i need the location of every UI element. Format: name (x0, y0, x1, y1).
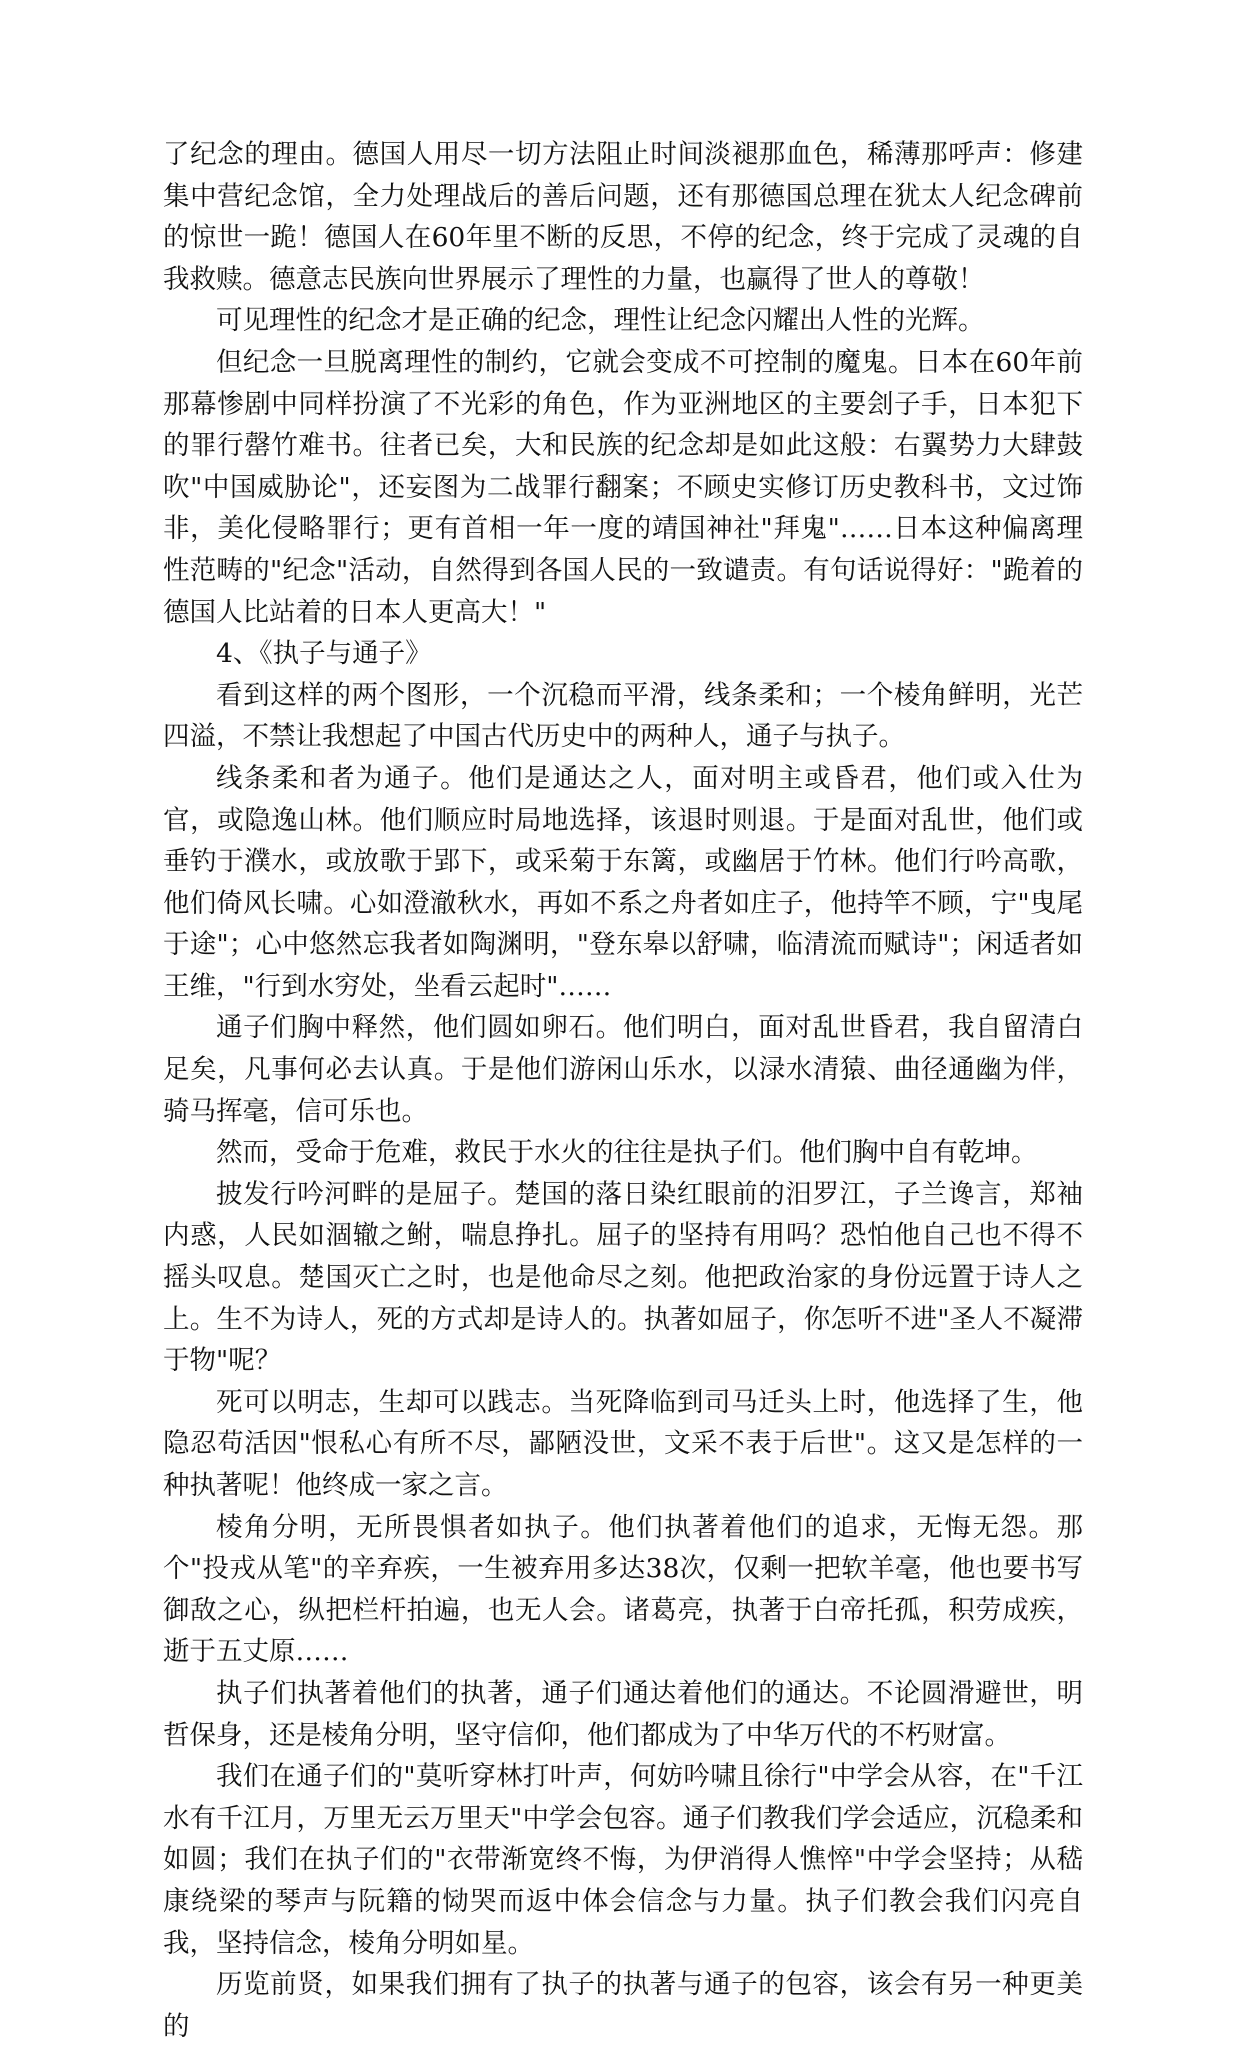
paragraph-tongzi-pebble: 通子们胸中释然，他们圆如卵石。他们明白，面对乱世昏君，我自留清白足矣，凡事何必去认真。于是他们游闲山乐水，以渌水清猿、曲径通幽为伴，骑马挥毫，信可乐也。 (163, 1012, 1083, 1127)
paragraph-germany-remembrance: 了纪念的理由。德国人用尽一切方法阻止时间淡褪那血色，稀薄那呼声：修建集中营纪念馆，全力处理战后的善后问题，还有那德国总理在犹太人纪念碑前的惊世一跪！德国人在60年里不断的反思，不停的纪念，终于完成了灵魂的自我救赎。德意志民族向世界展示了理性的力量，也赢得了世人的尊敬！ (163, 139, 1083, 295)
paragraph-conclusion: 历览前贤，如果我们拥有了执子的执著与通子的包容，该会有另一种更美的 (163, 1969, 1083, 2042)
paragraph-both-wealth: 执子们执著着他们的执著，通子们通达着他们的通达。不论圆滑避世，明哲保身，还是棱角分明，坚守信仰，他们都成为了中华万代的不朽财富。 (163, 1677, 1083, 1751)
paragraph-lessons: 我们在通子们的"莫听穿林打叶声，何妨吟啸且徐行"中学会从容，在"千江水有千江月，万里无云万里天"中学会包容。通子们教我们学会适应，沉稳柔和如圆；我们在执子们的"衣带渐宽终不悔，为伊消得人憔悴"中学会坚持；从嵇康绕梁的琴声与阮籍的恸哭而返中体会信念与力量。执子们教会我们闪亮自我，坚持信念，棱角分明如星。 (163, 1761, 1083, 1959)
document-page (163, 134, 1083, 2047)
paragraph-tongzi: 线条柔和者为通子。他们是通达之人，面对明主或昏君，他们或入仕为官，或隐逸山林。他们顺应时局地选择，该退时则退。于是面对乱世，他们或垂钓于濮水，或放歌于郢下，或采菊于东篱，或幽居于竹林。他们行吟高歌，他们倚风长啸。心如澄澈秋水，再如不系之舟者如庄子，他持竿不顾，宁"曳尾于途"；心中悠然忘我者如陶渊明，"登东皋以舒啸，临清流而赋诗"；闲适者如王维，"行到水穷处，坐看云起时"…… (163, 762, 1083, 1002)
paragraph-two-shapes: 看到这样的两个图形，一个沉稳而平滑，线条柔和；一个棱角鲜明，光芒四溢，不禁让我想起了中国古代历史中的两种人，通子与执子。 (163, 679, 1083, 753)
paragraph-quzi: 披发行吟河畔的是屈子。楚国的落日染红眼前的汨罗江，子兰谗言，郑袖内惑，人民如涸辙之鲋，喘息挣扎。屈子的坚持有用吗？恐怕他自己也不得不摇头叹息。楚国灭亡之时，也是他命尽之刻。他把政治家的身份远置于诗人之上。生不为诗人，死的方式却是诗人的。执著如屈子，你怎听不进"圣人不凝滞于物"呢？ (163, 1178, 1083, 1377)
paragraph-simaqian: 死可以明志，生却可以践志。当死降临到司马迁头上时，他选择了生，他隐忍苟活因"恨私心有所不尽，鄙陋没世，文采不表于后世"。这又是怎样的一种执著呢！他终成一家之言。 (163, 1386, 1083, 1501)
paragraph-zhizi-examples: 棱角分明，无所畏惧者如执子。他们执著着他们的追求，无悔无怨。那个"投戎从笔"的辛弃疾，一生被弃用多达38次，仅剩一把软羊毫，他也要书写御敌之心，纵把栏杆拍遍，也无人会。诸葛亮，执著于白帝托孤，积劳成疾，逝于五丈原…… (163, 1511, 1083, 1668)
paragraph-japan-remembrance: 但纪念一旦脱离理性的制约，它就会变成不可控制的魔鬼。日本在60年前那幕惨剧中同样扮演了不光彩的角色，作为亚洲地区的主要刽子手，日本犯下的罪行罄竹难书。往者已矣，大和民族的纪念却是如此这般：右翼势力大肆鼓吹"中国威胁论"，还妄图为二战罪行翻案；不顾史实修订历史教科书，文过饰非，美化侵略罪行；更有首相一年一度的靖国神社"拜鬼"……日本这种偏离理性范畴的"纪念"活动，自然得到各国人民的一致谴责。有句话说得好："跪着的德国人比站着的日本人更高大！" (163, 346, 1083, 628)
paragraph-zhizi-intro: 然而，受命于危难，救民于水火的往往是执子们。他们胸中自有乾坤。 (216, 1137, 1038, 1169)
paragraph-rational-remembrance: 可见理性的纪念才是正确的纪念，理性让纪念闪耀出人性的光辉。 (216, 305, 985, 337)
essay-title: 4、《执子与通子》 (216, 638, 432, 670)
